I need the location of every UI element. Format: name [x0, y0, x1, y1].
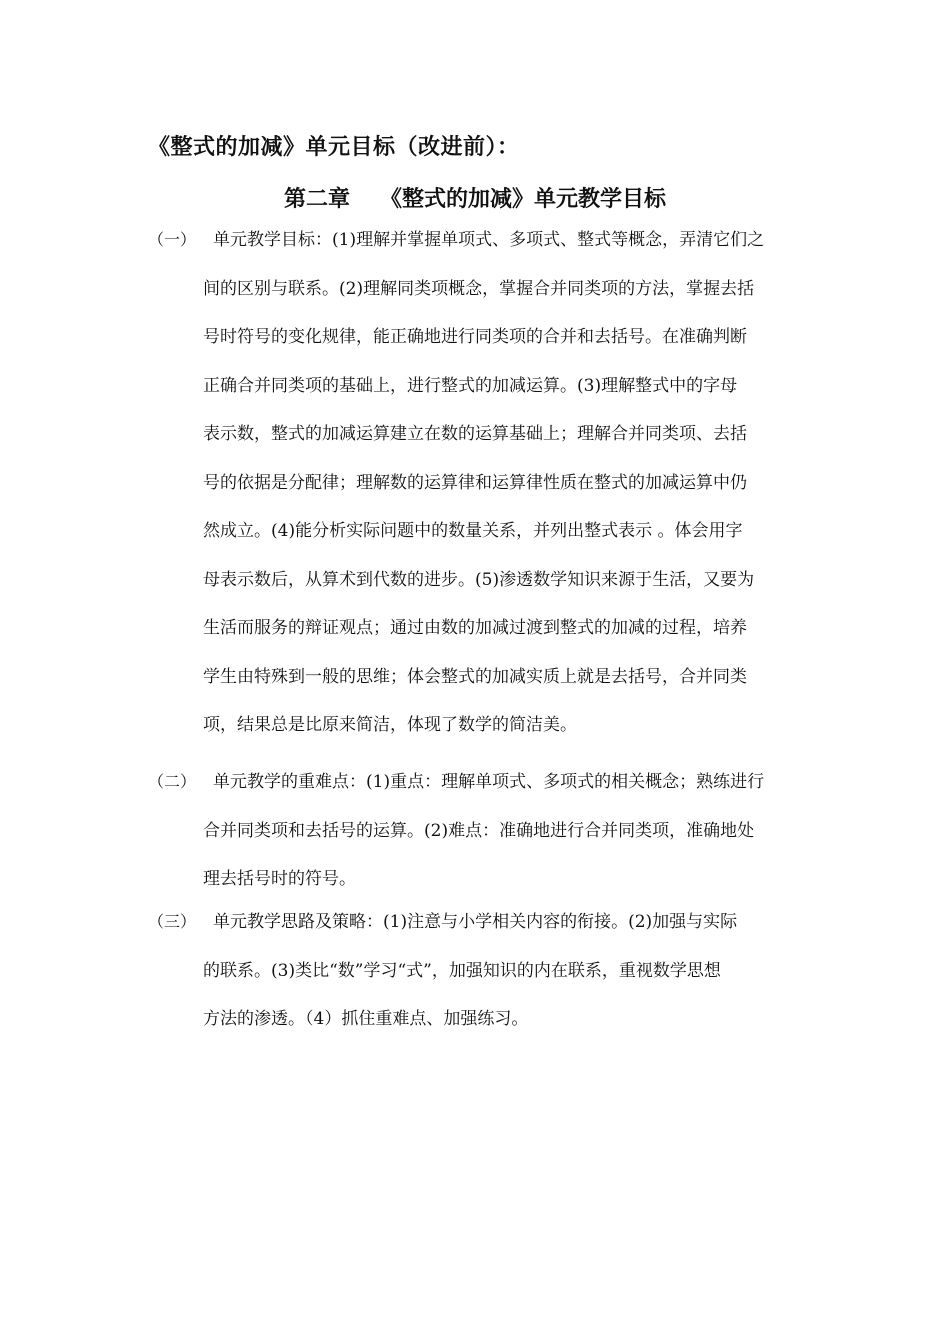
chapter-label: 第二章	[283, 186, 350, 212]
section-body	[203, 758, 833, 904]
section-line: 正确合并同类项的基础上，进行整式的加减运算。(3)理解整式中的字母	[203, 375, 738, 396]
chapter-name: 《整式的加减》单元教学目标	[380, 186, 667, 212]
section-line: 号的依据是分配律；理解数的运算律和运算律性质在整式的加减运算中仍	[203, 472, 747, 493]
section-line: 间的区别与联系。(2)理解同类项概念，掌握合并同类项的方法，掌握去括	[203, 278, 755, 299]
section-line: 合并同类项和去括号的运算。(2)难点：准确地进行合并同类项，准确地处	[203, 820, 755, 841]
section-line: 单元教学目标：(1)理解并掌握单项式、多项式、整式等概念，弄清它们之	[213, 230, 765, 250]
section-number: （三）	[148, 912, 197, 931]
section-line: 的联系。(3)类比“数”学习“式”，加强知识的内在联系，重视数学思想	[203, 960, 721, 981]
section-line: 方法的渗透。（4）抓住重难点、加强练习。	[203, 1009, 529, 1029]
chapter-heading	[0, 182, 950, 213]
section-line: 生活而服务的辩证观点；通过由数的加减过渡到整式的加减的过程，培养	[203, 618, 747, 638]
section-number: （二）	[148, 772, 197, 791]
section-line: 号时符号的变化规律，能正确地进行同类项的合并和去括号。在准确判断	[203, 327, 747, 347]
section-line: 单元教学的重难点：(1)重点：理解单项式、多项式的相关概念；熟练进行	[213, 772, 765, 792]
section-line: 然成立。(4)能分析实际问题中的数量关系，并列出整式表示 。体会用字	[203, 521, 743, 541]
document-title: 《整式的加减》单元目标（改进前）：	[148, 134, 520, 160]
section-line: 单元教学思路及策略：(1)注意与小学相关内容的衔接。(2)加强与实际	[213, 912, 738, 932]
section-body	[203, 216, 833, 750]
section-number: （一）	[148, 230, 197, 249]
section-body	[203, 898, 833, 1044]
section-line: 理去括号时的符号。	[203, 869, 356, 889]
section-line: 母表示数后，从算术到代数的进步。(5)渗透数学知识来源于生活，又要为	[203, 569, 755, 590]
section-line: 表示数，整式的加减运算建立在数的运算基础上；理解合并同类项、去括	[203, 424, 747, 444]
section-line: 项，结果总是比原来简洁，体现了数学的简洁美。	[203, 715, 577, 735]
section-line: 学生由特殊到一般的思维；体会整式的加减实质上就是去括号，合并同类	[203, 666, 747, 687]
